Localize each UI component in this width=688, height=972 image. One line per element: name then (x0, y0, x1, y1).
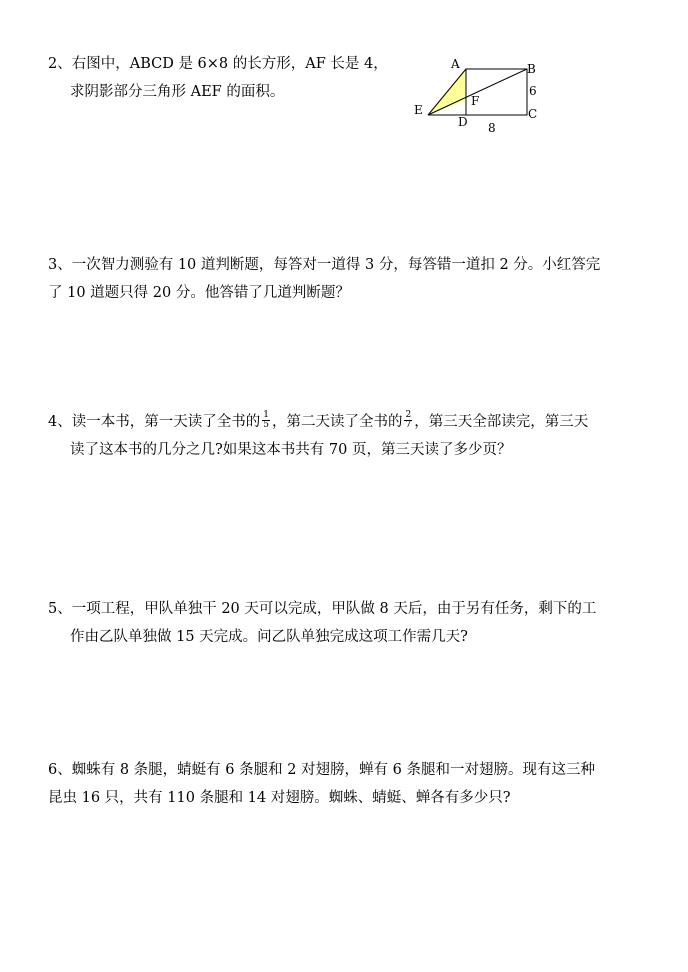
rectangle-abcd (466, 69, 527, 115)
fraction-two-sevenths (404, 411, 412, 430)
label-side-8: 8 (488, 121, 496, 135)
label-b: B (527, 62, 536, 76)
problem-2-line-2: 求阴影部分三角形 AEF 的面积。 (70, 84, 285, 100)
problem-5-line-1: 5、一项工程，甲队单独干 20 天可以完成，甲队做 8 天后，由于另有任务，剩下的工 (48, 601, 597, 617)
label-side-6: 6 (529, 84, 537, 98)
problem-4-line-1 (48, 408, 644, 436)
problem-5-line-2: 作由乙队单独做 15 天完成。问乙队单独完成这项工作需几天? (70, 629, 468, 645)
label-e: E (414, 103, 423, 117)
geometry-figure (408, 56, 548, 136)
problem-3-line-1: 3、一次智力测验有 10 道判断题，每答对一道得 3 分，每答错一道扣 2 分。小红答完 (48, 257, 601, 273)
problem-4 (48, 408, 644, 464)
problem-4-line-2: 读了这本书的几分之几?如果这本书共有 70 页，第三天读了多少页？ (70, 442, 512, 458)
problem-3-line-2: 了 10 道题只得 20 分。他答错了几道判断题？ (48, 285, 350, 301)
problem-6 (48, 756, 644, 812)
problem-3 (48, 251, 644, 307)
fraction-2-numerator: 2 (405, 409, 412, 420)
problem-2-line-1: 2、右图中，ABCD 是 6×8 的长方形，AF 长是 4， (48, 56, 388, 72)
problem-6-line-1: 6、蜘蛛有 8 条腿，蜻蜓有 6 条腿和 2 对翅膀，蝉有 6 条腿和一对翅膀。现有这三种 (48, 762, 595, 778)
problem-6-line-2: 昆虫 16 只，共有 110 条腿和 14 对翅膀。蜘蛛、蜻蜓、蝉各有多少只? (48, 790, 511, 806)
label-d: D (458, 115, 468, 129)
fraction-1-denominator: 5 (263, 419, 269, 430)
fraction-one-fifth (262, 411, 270, 430)
problem-4-text-a: 4、读一本书，第一天读了全书的 (48, 414, 261, 430)
problem-5 (48, 595, 644, 651)
label-a: A (451, 57, 460, 71)
problem-4-text-b: ，第二天读了全书的 (271, 414, 403, 430)
problem-4-text-c: ，第三天全部读完，第三天 (414, 414, 589, 430)
label-f: F (471, 94, 480, 108)
line-eb (428, 69, 527, 115)
label-c: C (528, 107, 538, 121)
fraction-1-numerator: 1 (263, 409, 269, 420)
fraction-2-denominator: 7 (405, 419, 412, 430)
problem-2 (48, 50, 644, 106)
